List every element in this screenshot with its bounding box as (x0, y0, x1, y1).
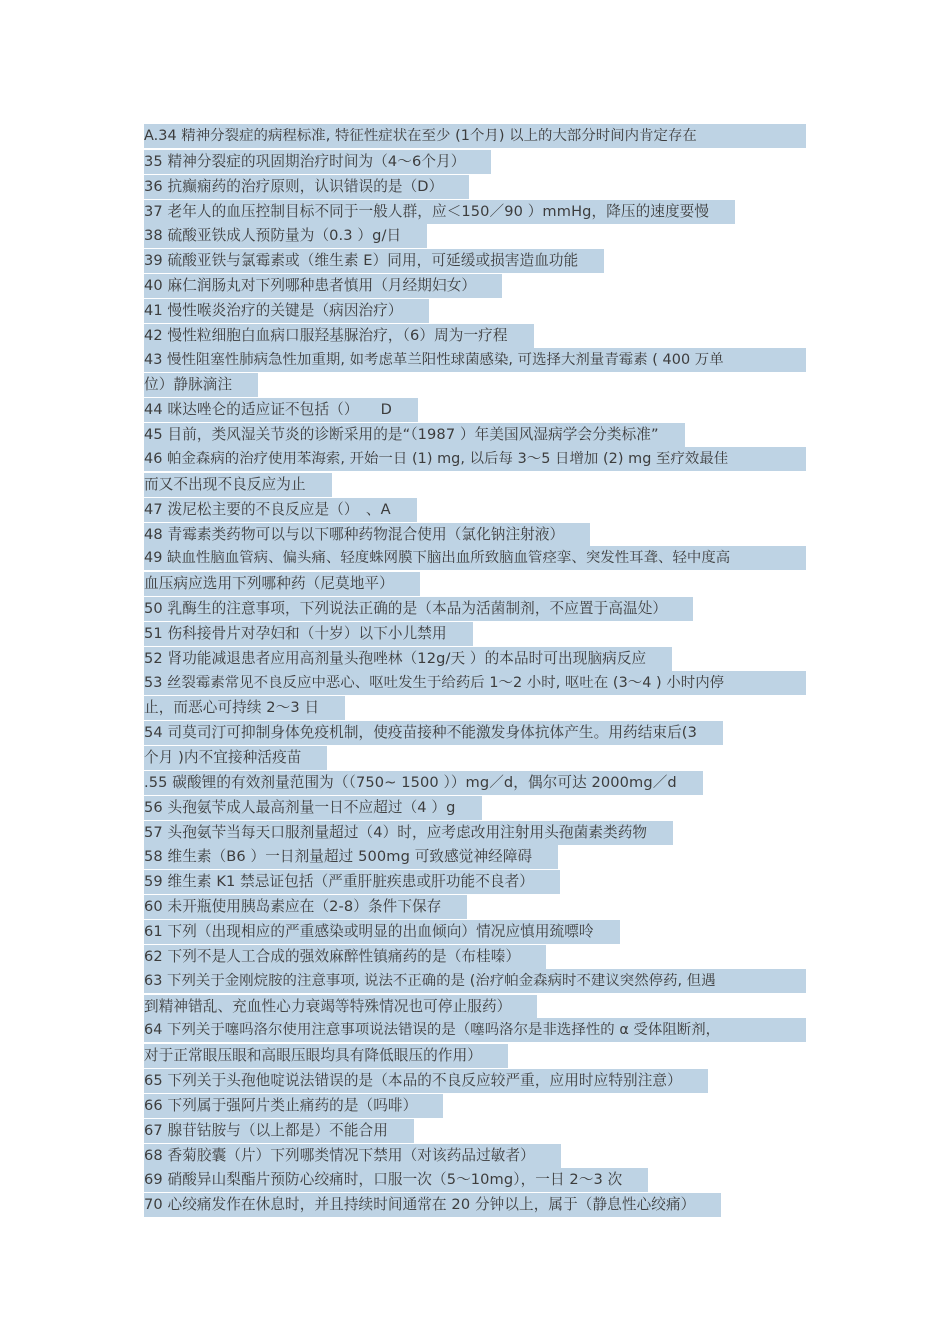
highlighted-text: 65 下列关于头孢他啶说法错误的是（本品的不良反应较严重，应用时应特别注意） (144, 1069, 708, 1093)
text-line (144, 174, 808, 199)
highlighted-text: 48 青霉素类药物可以与以下哪种药物混合使用（氯化钠注射液） (144, 523, 590, 547)
highlighted-text: 56 头孢氨苄成人最高剂量一日不应超过（4 ）g (144, 796, 482, 820)
highlighted-text: 对于正常眼压眼和高眼压眼均具有降低眼压的作用） (144, 1044, 508, 1068)
highlighted-text: 49 缺血性脑血管病、偏头痛、轻度蛛网膜下脑出血所致脑血管痉挛、突发性耳聋、轻中度高 (144, 546, 806, 570)
text-line (144, 223, 808, 248)
text-line (144, 994, 808, 1019)
highlighted-text: 44 咪达唑仑的适应证不包括（） D (144, 398, 418, 422)
text-line (144, 124, 808, 149)
text-line (144, 298, 808, 323)
text-line (144, 273, 808, 298)
highlighted-text: 35 精神分裂症的巩固期治疗时间为（4～6个月） (144, 150, 491, 174)
highlighted-text: 42 慢性粒细胞白血病口服羟基脲治疗，（6）周为一疗程 (144, 324, 534, 348)
highlighted-text: 41 慢性喉炎治疗的关键是（病因治疗） (144, 299, 429, 323)
text-line (144, 695, 808, 720)
highlighted-text: 60 未开瓶使用胰岛素应在（2-8）条件下保存 (144, 895, 467, 919)
highlighted-text: 58 维生素（B6 ）一日剂量超过 500mg 可致感觉神经障碍 (144, 845, 558, 869)
highlighted-text: 46 帕金森病的治疗使用苯海索, 开始一日 (1) mg, 以后每 3～5 日增加 (2) mg 至疗效最佳 (144, 447, 806, 471)
text-line (144, 1018, 808, 1043)
text-line (144, 1043, 808, 1068)
text-line (144, 745, 808, 770)
text-line (144, 1192, 808, 1217)
highlighted-text: 69 硝酸异山梨酯片预防心绞痛时，口服一次（5～10mg），一日 2～3 次 (144, 1168, 648, 1192)
highlighted-text: 68 香菊胶囊（片）下列哪类情况下禁用（对该药品过敏者） (144, 1144, 561, 1168)
highlighted-text: 个月 )内不宜接种活疫苗 (144, 746, 327, 770)
text-line (144, 323, 808, 348)
highlighted-text: 37 老年人的血压控制目标不同于一般人群，应＜150／90 ）mmHg，降压的速度要慢 (144, 200, 735, 224)
highlighted-text: 45 目前，类风湿关节炎的诊断采用的是“（1987 ）年美国风湿病学会分类标准” (144, 423, 685, 447)
text-line (144, 497, 808, 522)
text-line (144, 1093, 808, 1118)
highlighted-text: 57 头孢氨苄当每天口服剂量超过（4）时，应考虑改用注射用头孢菌素类药物 (144, 821, 673, 845)
highlighted-text: A.34 精神分裂症的病程标准, 特征性症状在至少 (1个月) 以上的大部分时间内肯定存在 (144, 124, 806, 148)
text-line (144, 199, 808, 224)
highlighted-text: 血压病应选用下列哪种药（尼莫地平） (144, 572, 420, 596)
highlighted-text: 38 硫酸亚铁成人预防量为（0.3 ）g/日 (144, 224, 427, 248)
text-line (144, 621, 808, 646)
text-line (144, 820, 808, 845)
text-line (144, 1068, 808, 1093)
text-line (144, 1118, 808, 1143)
highlighted-text: .55 碳酸锂的有效剂量范围为（（750~ 1500 ））mg／d，偶尔可达 2000mg／d (144, 771, 703, 795)
text-line (144, 671, 808, 696)
text-line (144, 1143, 808, 1168)
highlighted-text: 40 麻仁润肠丸对下列哪种患者慎用（月经期妇女） (144, 274, 502, 298)
text-line (144, 646, 808, 671)
text-line (144, 522, 808, 547)
text-line (144, 149, 808, 174)
highlighted-text: 而又不出现不良反应为止 (144, 473, 332, 497)
highlighted-text: 39 硫酸亚铁与氯霉素或（维生素 E）同用，可延缓或损害造血功能 (144, 249, 604, 273)
text-line (144, 596, 808, 621)
text-line (144, 844, 808, 869)
text-line (144, 919, 808, 944)
text-line (144, 546, 808, 571)
text-line (144, 397, 808, 422)
text-line (144, 1167, 808, 1192)
text-line (144, 795, 808, 820)
text-line (144, 770, 808, 795)
text-line (144, 969, 808, 994)
highlighted-text: 50 乳酶生的注意事项，下列说法正确的是（本品为活菌制剂，不应置于高温处） (144, 597, 693, 621)
document-body (144, 124, 808, 1217)
highlighted-text: 54 司莫司汀可抑制身体免疫机制，使疫苗接种不能激发身体抗体产生。用药结束后(3 (144, 721, 723, 745)
highlighted-text: 64 下列关于噻吗洛尔使用注意事项说法错误的是（噻吗洛尔是非选择性的 α 受体阻断剂， (144, 1018, 806, 1042)
highlighted-text: 47 泼尼松主要的不良反应是（） 、A (144, 498, 417, 522)
text-line (144, 248, 808, 273)
highlighted-text: 到精神错乱、充血性心力衰竭等特殊情况也可停止服药） (144, 995, 537, 1019)
text-line (144, 348, 808, 373)
text-line (144, 422, 808, 447)
text-line (144, 571, 808, 596)
text-line (144, 472, 808, 497)
highlighted-text: 70 心绞痛发作在休息时，并且持续时间通常在 20 分钟以上，属于（静息性心绞痛） (144, 1193, 721, 1217)
text-line (144, 447, 808, 472)
highlighted-text: 61 下列（出现相应的严重感染或明显的出血倾向）情况应慎用巯嘌呤 (144, 920, 620, 944)
highlighted-text: 62 下列不是人工合成的强效麻醉性镇痛药的是（布桂嗪） (144, 945, 546, 969)
highlighted-text: 63 下列关于金刚烷胺的注意事项, 说法不正确的是 (治疗帕金森病时不建议突然停药, 但遇 (144, 969, 806, 993)
highlighted-text: 止，而恶心可持续 2～3 日 (144, 696, 345, 720)
text-line (144, 372, 808, 397)
highlighted-text: 52 肾功能减退患者应用高剂量头孢唑林（12g/天 ）的本品时可出现脑病反应 (144, 647, 672, 671)
highlighted-text: 59 维生素 K1 禁忌证包括（严重肝脏疾患或肝功能不良者） (144, 870, 560, 894)
highlighted-text: 位）静脉滴注 (144, 373, 258, 397)
highlighted-text: 53 丝裂霉素常见不良反应中恶心、呕吐发生于给药后 1～2 小时, 呕吐在 (3～4 ) 小时内停 (144, 671, 806, 695)
highlighted-text: 66 下列属于强阿片类止痛药的是（吗啡） (144, 1094, 443, 1118)
text-line (144, 894, 808, 919)
text-line (144, 720, 808, 745)
text-line (144, 944, 808, 969)
highlighted-text: 43 慢性阻塞性肺病急性加重期, 如考虑革兰阳性球菌感染, 可选择大剂量青霉素 ( 400 万单 (144, 348, 806, 372)
text-line (144, 869, 808, 894)
highlighted-text: 36 抗癫痫药的治疗原则，认识错误的是（D） (144, 175, 469, 199)
highlighted-text: 67 腺苷钴胺与（以上都是）不能合用 (144, 1119, 414, 1143)
highlighted-text: 51 伤科接骨片对孕妇和（十岁）以下小儿禁用 (144, 622, 473, 646)
